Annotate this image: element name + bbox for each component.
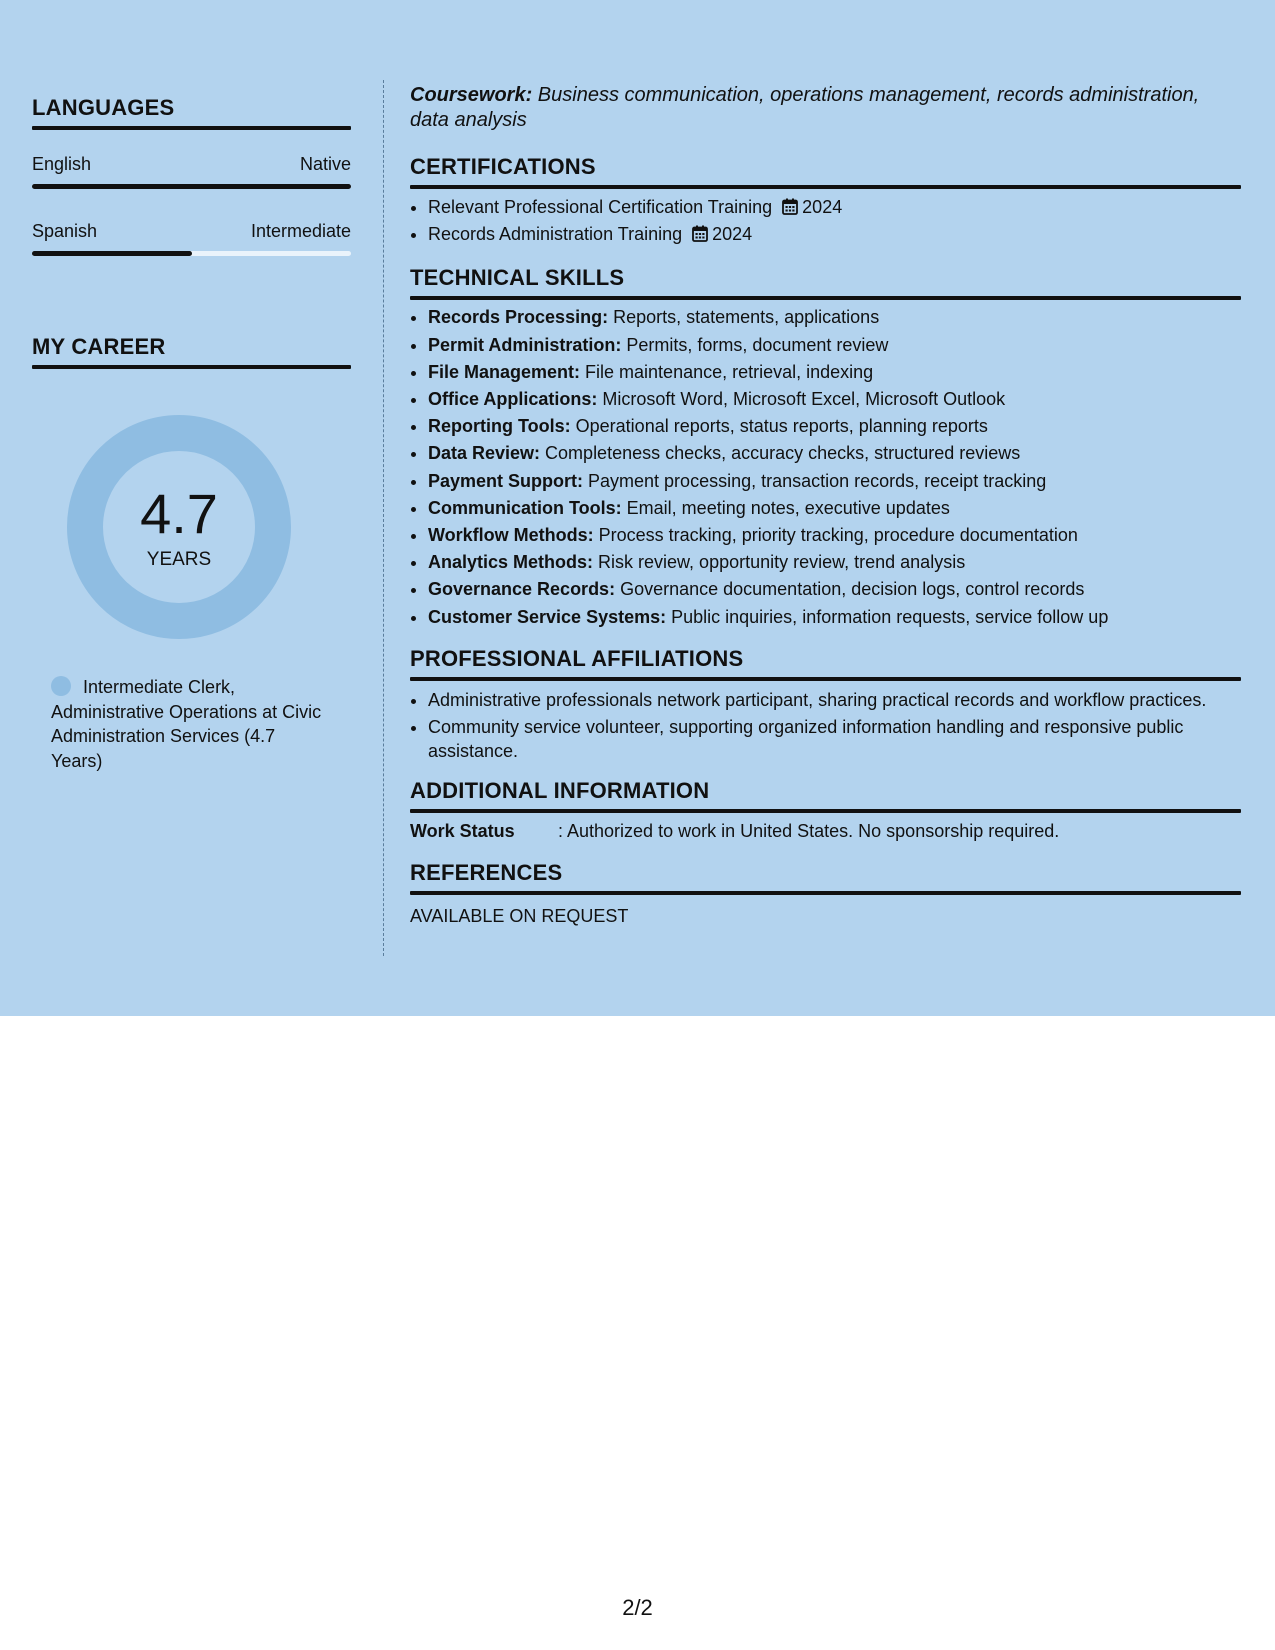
- references-section: [410, 859, 1241, 928]
- skill-label: Governance Records:: [428, 579, 616, 600]
- technical-skills-heading: TECHNICAL SKILLS: [410, 265, 625, 291]
- certification-name: Relevant Professional Certification Training: [428, 197, 773, 217]
- affiliations-heading: PROFESSIONAL AFFILIATIONS: [410, 645, 744, 671]
- language-level: Native: [299, 154, 351, 174]
- skill-item: [428, 440, 1241, 467]
- skill-label: Customer Service Systems:: [428, 606, 667, 627]
- right-column: [410, 83, 1241, 928]
- skill-label: Workflow Methods:: [428, 525, 594, 546]
- coursework-label: Coursework:: [410, 84, 533, 106]
- skill-text: Permits, forms, document review: [621, 334, 889, 355]
- skill-text: Reports, statements, applications: [608, 307, 880, 328]
- additional-info-section: [410, 777, 1241, 843]
- language-name: Spanish: [32, 221, 98, 241]
- skill-label: Permit Administration:: [428, 334, 622, 355]
- calendar-icon: [692, 225, 708, 242]
- skill-item: [428, 576, 1241, 603]
- certifications-list: [410, 194, 1241, 248]
- references-text: AVAILABLE ON REQUEST: [410, 905, 629, 926]
- left-column: [32, 93, 351, 771]
- language-proficiency-bar: [32, 251, 351, 256]
- certification-year: 2024: [802, 197, 843, 217]
- technical-skills-section: [410, 264, 1241, 630]
- coursework: [410, 83, 1241, 133]
- language-proficiency-fill: [32, 184, 351, 189]
- skill-text: Microsoft Word, Microsoft Excel, Microsoft Outlook: [597, 389, 1006, 410]
- calendar-icon: [782, 198, 798, 215]
- certification-year: 2024: [712, 224, 753, 245]
- skill-text: Email, meeting notes, executive updates: [621, 497, 950, 518]
- certification-name: Records Administration Training: [428, 224, 683, 245]
- career-heading: MY CAREER: [32, 334, 166, 359]
- language-item-english: [32, 153, 351, 189]
- skill-text: Operational reports, status reports, planning reports: [570, 416, 988, 437]
- career-legend-dot: [51, 676, 71, 696]
- skill-item: [428, 413, 1241, 440]
- language-item-spanish: [32, 220, 351, 256]
- skill-text: File maintenance, retrieval, indexing: [580, 361, 874, 382]
- skill-label: Communication Tools:: [428, 497, 622, 518]
- affiliation-item: • Community service volunteer, supporting organized information handling and responsive public assistance.: [428, 715, 1241, 763]
- work-status-row: [410, 819, 1241, 843]
- column-divider: [383, 80, 384, 956]
- skill-label: File Management:: [428, 361, 581, 382]
- skill-label: Payment Support:: [428, 470, 584, 491]
- career-total-unit: YEARS: [146, 549, 212, 570]
- skill-item: [428, 332, 1241, 359]
- certifications-heading: CERTIFICATIONS: [410, 154, 596, 179]
- references-heading: REFERENCES: [410, 859, 563, 885]
- work-status-value: : Authorized to work in United States. No sponsorship required.: [558, 820, 1060, 841]
- language-proficiency-bar: [32, 184, 351, 189]
- certifications-rule: [410, 185, 1241, 189]
- additional-info-heading: ADDITIONAL INFORMATION: [410, 777, 710, 803]
- page-number: 2/2: [622, 1595, 653, 1620]
- technical-skills-rule: [410, 296, 1241, 300]
- coursework-text: Business communication, operations management, records administration, data analysis: [410, 84, 1200, 131]
- certification-item: [428, 221, 1241, 248]
- skill-label: Data Review:: [428, 443, 541, 464]
- language-level: Intermediate: [250, 221, 351, 241]
- affiliations-section: [410, 645, 1241, 763]
- skill-text: Governance documentation, decision logs, control records: [615, 579, 1085, 600]
- skill-label: Office Applications:: [428, 389, 598, 410]
- skill-label: Analytics Methods:: [428, 552, 594, 573]
- skill-item: [428, 522, 1241, 549]
- skill-item: [428, 604, 1241, 631]
- skill-item: [428, 359, 1241, 386]
- skill-label: Reporting Tools:: [428, 416, 571, 437]
- skill-text: Process tracking, priority tracking, procedure documentation: [593, 525, 1078, 546]
- affiliations-list: [410, 688, 1241, 763]
- skill-text: Payment processing, transaction records, receipt tracking: [583, 470, 1047, 491]
- skill-text: Completeness checks, accuracy checks, structured reviews: [540, 443, 1021, 464]
- skill-label: Records Processing:: [428, 307, 609, 328]
- skill-item: [428, 304, 1241, 331]
- language-name: English: [32, 154, 92, 174]
- skill-text: Public inquiries, information requests, service follow up: [666, 606, 1109, 627]
- skill-item: [428, 495, 1241, 522]
- skill-item: [428, 386, 1241, 413]
- skill-item: [428, 549, 1241, 576]
- references-rule: [410, 891, 1241, 895]
- technical-skills-list: [410, 304, 1241, 630]
- work-status-label: Work Status: [410, 820, 515, 841]
- affiliations-rule: [410, 677, 1241, 681]
- additional-info-rule: [410, 809, 1241, 813]
- career-entry-text: Intermediate Clerk, Administrative Operations at Civic Administration Services (4.7 Years): [51, 677, 322, 771]
- language-proficiency-fill: [32, 251, 192, 256]
- languages-rule: [32, 126, 351, 130]
- career-total-value: 4.7: [140, 482, 218, 545]
- career-entry: [51, 675, 331, 773]
- skill-item: [428, 468, 1241, 495]
- certification-item: [428, 194, 1241, 221]
- career-donut-chart: [67, 415, 291, 639]
- skill-text: Risk review, opportunity review, trend analysis: [593, 552, 966, 573]
- career-rule: [32, 365, 351, 369]
- languages-heading: LANGUAGES: [32, 95, 175, 120]
- certifications-section: [410, 153, 1241, 248]
- affiliation-item: • Administrative professionals network participant, sharing practical records and workflow practices.: [428, 688, 1241, 712]
